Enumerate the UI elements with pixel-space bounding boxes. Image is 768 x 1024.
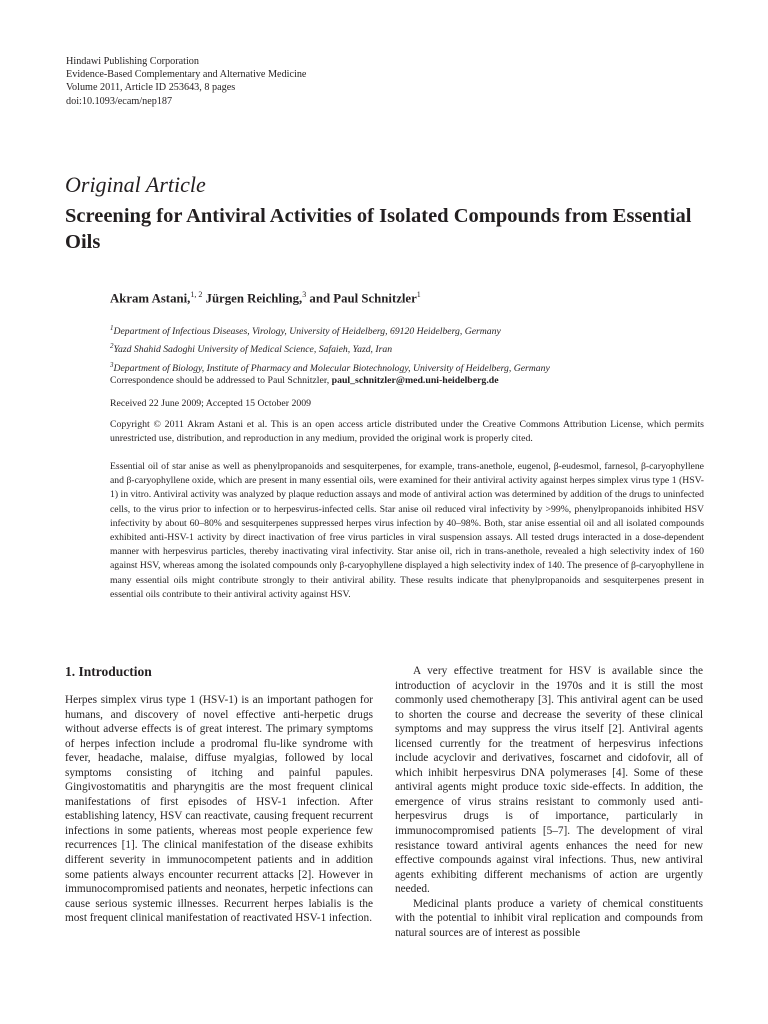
author-name: Jürgen Reichling, xyxy=(202,291,303,306)
article-title: Screening for Antiviral Activities of Isolated Compounds from Essential Oils xyxy=(65,205,692,253)
paragraph: Herpes simplex virus type 1 (HSV-1) is an important pathogen for humans, and discovery of novel effective anti-herpetic drugs without adverse effects is of great interest. The primary symptoms of herpes infection include a prodromal flu-like syndrome with fever, headache, malaise, diffuse myalgias, followed by local symptoms consisting of itching and painful papules. Gingivostomatitis and pharyngitis are the most frequent clinical manifestations of first episodes of HSV-1 infection. After establishing latency, HSV can reactivate, causing frequent recurrent infections in some patients, whereas most people experience few recurrences [1]. The clinical manifestation of the disease exhibits different severity in immunocompetent patients and in addition some patients always encounter recurrent attacks [2]. However in immunocompromised patients and neonates, herpetic infections can cause serious systemic illnesses. Recurrent herpes labialis is the most frequent clinical manifestation of reactivated HSV-1 infection. xyxy=(65,694,373,925)
affiliation-text: Department of Infectious Diseases, Virology, University of Heidelberg, 69120 Heidelberg, Germany xyxy=(113,326,501,338)
journal-name: Evidence-Based Complementary and Alternative Medicine xyxy=(66,69,307,81)
affiliation-text: Yazd Shahid Sadoghi University of Medical Science, Safaieh, Yazd, Iran xyxy=(113,344,393,356)
article-type: Original Article xyxy=(65,172,206,197)
author-affil-marker: 1 xyxy=(416,290,421,299)
affiliation-number: 1 xyxy=(110,324,114,332)
affiliation xyxy=(110,358,550,376)
author-list xyxy=(110,290,421,306)
affiliation-number: 2 xyxy=(110,342,114,351)
affiliation-text: Department of Biology, Institute of Pharmacy and Molecular Biotechnology, University of Heidelberg, Germany xyxy=(113,363,550,375)
affiliation xyxy=(110,339,550,357)
copyright-notice: Copyright © 2011 Akram Astani et al. This is an open access article distributed under the Creative Commons Attribution License, which permits unrestricted use, distribution, and reproduction in any medium, provided the original work is properly cited. xyxy=(110,419,704,444)
correspondence xyxy=(110,375,499,386)
author-name: Akram Astani, xyxy=(110,291,191,306)
journal-header xyxy=(66,55,306,108)
affiliation xyxy=(110,321,550,339)
paragraph: A very effective treatment for HSV is available since the introduction of acyclovir in the 1970s and it is still the most commonly used chemotherapy [3]. This antiviral agent can be used to shorten the course and decrease the severity of these clinical symptoms and may suppress the virus itself [2]. Antiviral agents licensed currently for the treatment of herpesvirus infections include acyclovir and derivatives, foscarnet and cidofovir, all of which inhibit herpesvirus DNA polymerases [4]. Some of these antiviral agents might produce toxic side-effects. In addition, the emergence of virus strains resistant to commonly used anti-herpesvirus drugs is of importance, particularly in immunocompromised patients [5–7]. The development of viral resistance toward antiviral agents enhances the need for new effective compounds against viral infections. Thus, new antiviral agents exhibiting different mechanisms of action are urgently needed. xyxy=(395,665,703,896)
affiliation-number: 3 xyxy=(110,360,114,369)
doi: doi:10.1093/ecam/nep187 xyxy=(66,95,173,107)
publisher-name: Hindawi Publishing Corporation xyxy=(66,56,199,67)
author-name: and Paul Schnitzler xyxy=(306,291,417,306)
intro-column-right xyxy=(395,664,703,940)
affiliations xyxy=(110,321,550,376)
volume-info: Volume 2011, Article ID 253643, 8 pages xyxy=(66,82,236,94)
section-heading-introduction: 1. Introduction xyxy=(65,664,152,679)
paragraph: Medicinal plants produce a variety of chemical constituents with the potential to inhibit viral replication and compounds from natural sources are of interest as possible xyxy=(395,897,703,939)
abstract: Essential oil of star anise as well as phenylpropanoids and sesquiterpenes, for example, trans-anethole, eugenol, β-eudesmol, farnesol, β-caryophyllene and β-caryophyllene oxide, which are present in many essential oils, were examined for their antiviral activity against herpes simplex virus type 1 (HSV-1) in vitro. Antiviral activity was analyzed by plaque reduction assays and mode of antiviral action was determined by addition of the drugs to uninfected cells, to the virus prior to infection or to herpesvirus-infected cells. Star anise oil reduced viral infectivity by >99%, phenylpropanoids inhibited HSV infectivity by about 60–80% and sesquiterpenes suppressed herpes virus infection by 40–98%. Both, star anise essential oil and all isolated compounds exhibited anti-HSV-1 activity by direct inactivation of free virus particles in viral suspension assays. All tested drugs interacted in a dose-dependent manner with herpesvirus particles, thereby inactivating viral infectivity. Star anise oil, rich in trans-anethole, revealed a high selectivity index of 160 against HSV, whereas among the isolated compounds only β-caryophyllene displayed a high selectivity index of 140. The presence of β-caryophyllene in many essential oils might contribute strongly to their antiviral ability. These results indicate that phenylpropanoids and sesquiterpenes present in essential oils contribute to their antiviral activity against HSV. xyxy=(110,461,704,600)
intro-column-left xyxy=(65,693,373,926)
received-dates: Received 22 June 2009; Accepted 15 October 2009 xyxy=(110,398,312,409)
author-affil-marker: 1, 2 xyxy=(190,290,203,299)
correspondence-email-link[interactable]: paul_schnitzler@med.uni-heidelberg.de xyxy=(331,375,499,386)
author-affil-marker: 3 xyxy=(302,290,307,299)
correspondence-text: Correspondence should be addressed to Paul Schnitzler, xyxy=(110,375,332,386)
